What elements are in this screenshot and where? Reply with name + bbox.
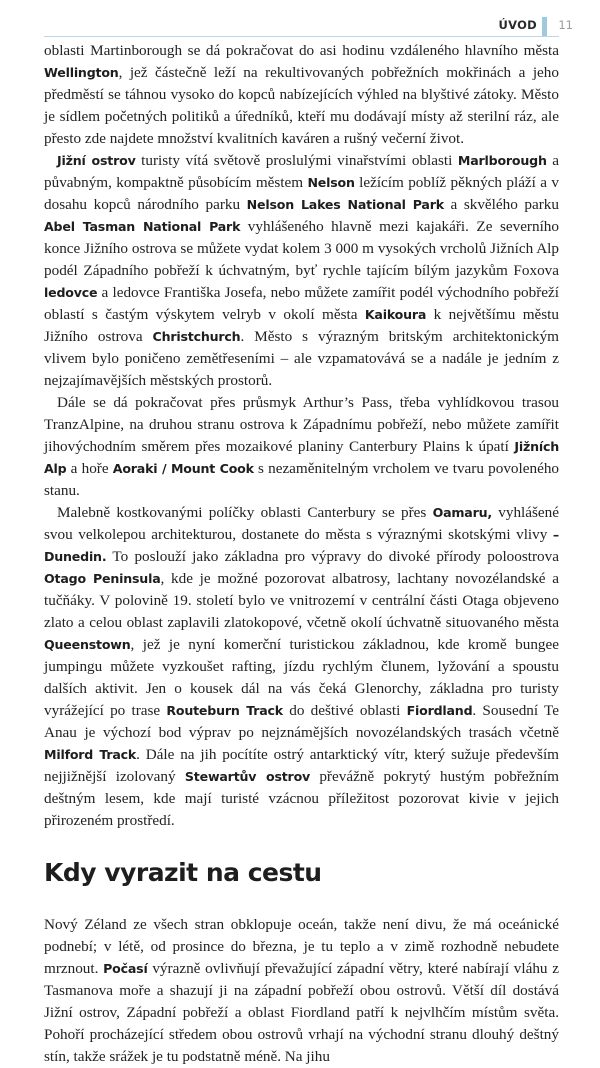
paragraph [44,40,559,150]
text-run: , jež částečně leží na rekultivovaných pobřežních mokřinách a jeho předměstí se táhnou vysoko do kopců nabízejících výhled na blyštivé zátoky. Město je sídlem početných politiků a úředníků, kteří mu dodávají místy až sterilní ráz, ale přesto zde najdete množství kvalitních kaváren a rušný večerní život. [44,64,559,147]
page-body [44,40,559,1068]
place-name: Nelson Lakes National Park [246,197,444,212]
text-run: Nový Zéland ze všech stran obklopuje oceán, takže není divu, že má oceánické podnebí; v létě, od prosince do března, je tu teplo a v zimě rozhodně nebudete mrznout. [44,916,559,977]
text-run: turisty vítá světově proslulými vinařstvími oblasti [135,152,458,169]
place-name: ledovce [44,285,98,300]
place-name: Oamaru, [432,505,492,520]
text-run: . Město s výrazným britským architektonickým vlivem bylo poničeno zemětřeseními – ale vzpamatovává se a nadále je jedním z nejzajímavějších městských prostorů. [44,328,559,389]
place-name: Nelson [307,175,355,190]
place-name: Kaikoura [364,307,427,322]
place-name: Stewartův ostrov [184,769,311,784]
text-run: ležícím poblíž pěkných pláží a v dosahu kopců národního parku [44,174,559,213]
text-run: , kde je možné pozorovat albatrosy, lachtany novozélandské a tučňáky. V polovině 19. století bylo ve vnitrozemí v centrální části Otaga objeveno zlato a celou oblast zaplavili zlatokopové, včetně okolí úchvatně situovaného města [44,570,560,631]
running-title: ÚVOD [498,18,537,32]
text-run: do deštivé oblasti [283,702,407,719]
text-run: vyhlášené svou velkolepou architekturou, dostanete do města s výraznými skotskými vlivy [44,504,559,543]
place-name: Aoraki / Mount Cook [112,461,254,476]
place-name: Milford Track [44,747,137,762]
place-name: Jižní ostrov [57,153,136,168]
text-run: a skvělého parku [443,196,559,213]
place-name: Marlborough [457,153,547,168]
text-run: převážně pokrytý hustým pobřežním deštným lesem, kde mají turisté vzácnou příležitost pozorovat kivie v jejich přirozeném prostředí. [44,768,559,829]
place-name: – Dunedin. [44,527,559,564]
place-name: Abel Tasman National Park [44,219,241,234]
text-run: Malebně kostkovanými políčky oblasti Canterbury se přes [57,504,433,521]
text-run: Dále se dá pokračovat přes průsmyk Arthur’s Pass, třeba vyhlídkovou trasou TranzAlpine, na druhou stranu ostrova k Západnímu pobřeží, nebo můžete zamířit jihovýchodním směrem přes mozaikové planiny Canterbury Plains k úpatí [44,394,559,455]
place-name: Otago Peninsula [44,571,161,586]
text-run: . Sousední Te Anau je výchozí bod výprav po nejznámějších novozélandských trasách včetně [44,702,559,741]
text-run: . Dále na jih pocítíte ostrý antarktický vítr, který sužuje především nejjižnější izolovaný [44,746,559,785]
place-name: Jižních Alp [44,439,559,476]
text-run: k největšímu městu Jižního ostrova [44,306,559,345]
paragraph [44,914,559,1068]
place-name: Počasí [103,961,148,976]
page-number: 11 [558,18,573,32]
text-run: oblasti Martinborough se dá pokračovat do asi hodinu vzdáleného hlavního města [44,42,559,59]
text-run: To poslouží jako základna pro výpravy do divoké přírody poloostrova [106,548,559,565]
paragraph [44,502,559,832]
paragraph [44,150,559,392]
place-name: Fiordland [406,703,473,718]
intro-section [44,40,559,832]
text-run: a hoře [66,460,113,477]
text-run: a ledovce Františka Josefa, nebo můžete zamířit podél východního pobřeží oblastí s častým výskytem velryb v okolí města [44,284,559,323]
text-run: vyhlášeného hlavně mezi kajakáři. Ze severního konce Jižního ostrova se můžete vydat kolem 3 000 m vysokých vrcholů Jižních Alp podél Západního pobřeží k úchvatným, byť rychle tajícím bílým jazykům Foxova [44,218,559,279]
text-run: s nezaměnitelným vrcholem ve tvaru povoleného stanu. [44,460,560,499]
text-run: a půvabným, kompaktně působícím městem [44,152,560,191]
weather-section [44,914,559,1068]
page-header [44,14,573,37]
text-run: , jež je nyní komerční turistickou základnou, kde kromě bungee jumpingu můžete vyzkoušet rafting, jízdu rychlým člunem, lyžování a spoustu dalších aktivit. Jen o kousek dál na vás čeká Glenorchy, základna pro turisty vyrážející po trase [44,636,559,719]
section-heading: Kdy vyrazit na cestu [44,858,322,887]
text-run: výrazně ovlivňují převažující západní větry, které nabírají vláhu z Tasmanova moře a shazují ji na západní pobřeží obou ostrovů. Větší díl dostává Jižní ostrov, Západní pobřeží a oblast Fiordland patří k nejvlhčím místům světa. Pohoří procházející středem obou ostrovů vrhají na východní stranu dlouhý deštný stín, takže srážek je tu podstatně méně. Na jihu [44,960,559,1065]
place-name: Queenstown [44,637,131,652]
place-name: Christchurch [152,329,241,344]
paragraph [44,392,559,502]
place-name: Wellington [44,65,119,80]
place-name: Routeburn Track [166,703,283,718]
header-accent-bar [542,17,547,36]
